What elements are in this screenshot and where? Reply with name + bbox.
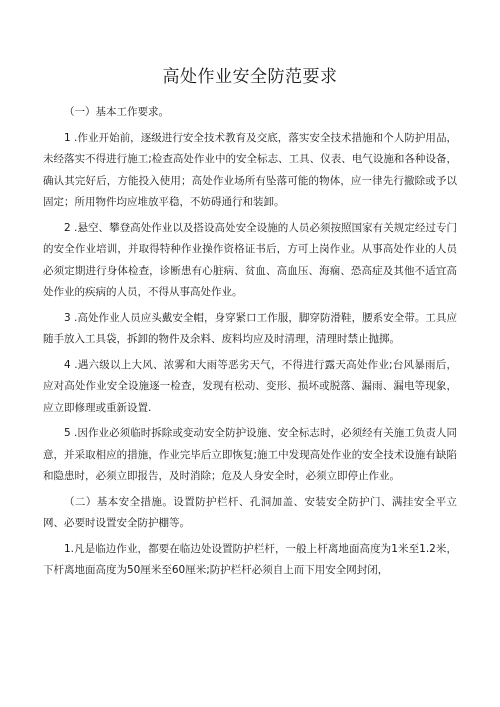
paragraph-1: 1 .作业开始前，逐级进行安全技术教育及交底，落实安全技术措施和个人防护用品，未经落实不得进行施工;检查高处作业中的安全标志、工具、仪表、电气设施和各种设备，确认其完好后，方能投入使用；高处作业场所有坠落可能的物体，应一律先行撤除或予以固定；所用物件均应堆放平稳，不妨碍通行和装卸。 [43, 131, 457, 208]
document-title: 高处作业安全防范要求 [162, 67, 338, 87]
paragraph-3: 3 .高处作业人员应头戴安全帽，身穿紧口工作服，脚穿防滑鞋，腰系安全带。工具应随手放入工具袋，拆卸的物件及余料、废料均应及时清理，清理时禁止抛掷。 [43, 311, 457, 345]
paragraph-4: 4 .遇六级以上大风、浓雾和大雨等恶劣天气，不得进行露天高处作业;台风暴雨后，应对高处作业安全设施逐一检查，发现有松动、变形、损坏或脱落、漏雨、漏电等现象，应立即修理或重新设置. [43, 358, 457, 414]
paragraph-edge-work-1: 1.凡是临边作业，都要在临边处设置防护栏杆，一般上杆离地面高度为1米至1.2米，下杆离地面高度为50厘米至60厘米;防护栏杆必须自上而下用安全网封闭， [43, 542, 457, 576]
paragraph-2: 2 .悬空、攀登高处作业以及搭设高处安全设施的人员必须按照国家有关规定经过专门的安全作业培训，并取得特种作业操作资格证书后，方可上岗作业。从事高处作业的人员必须定期进行身体检查，诊断患有心脏病、贫血、高血压、海痫、恐高症及其他不适宜高处作业的疾病的人员，不得从事高处作业。 [43, 221, 457, 298]
paragraph-5: 5 .因作业必须临时拆除或变动安全防护设施、安全标志时，必须经有关施工负责人同意，并采取相应的措施，作业完毕后立即恢复;施工中发现高处作业的安全技术设施有缺陷和隐患时，必须立即报告，及时消除；危及人身安全时，必须立即停止作业。 [43, 427, 457, 482]
section-paragraph-basic-safety-measures: （二）基本安全措施。设置防护栏杆、孔洞加盖、安装安全防护门、满挂安全平立网、必要时设置安全防护棚等。 [43, 495, 457, 529]
section-heading-basic-requirements: （一）基本工作要求。 [64, 106, 169, 118]
